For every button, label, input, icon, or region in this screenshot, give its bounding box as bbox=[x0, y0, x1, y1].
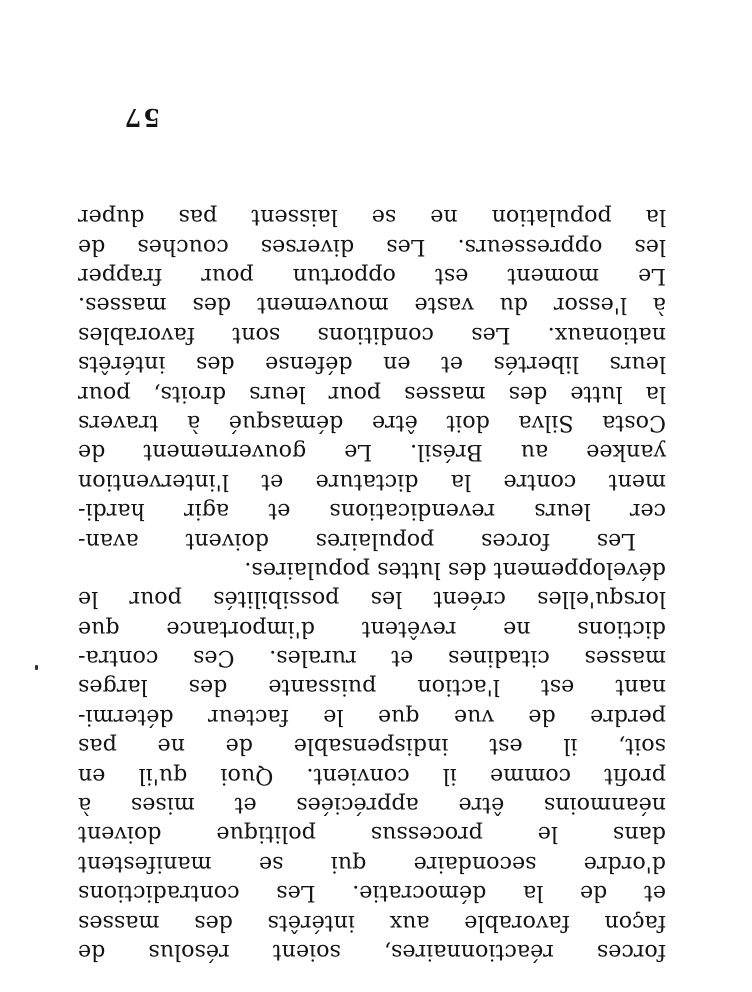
text-line: Le moment est opportun pour frapper bbox=[78, 263, 666, 290]
text-line: leurs libertés et en défense des intérêts bbox=[78, 351, 666, 378]
text-line: et de la démocratie. Les contradictions bbox=[78, 880, 666, 907]
text-line: les oppresseurs. Les diverses couches de bbox=[78, 233, 666, 260]
text-line: la population ne se laissent pas duper bbox=[78, 204, 666, 231]
text-line: nant est l'action puissante des larges bbox=[78, 674, 666, 701]
text-line: nationaux. Les conditions sont favorables bbox=[78, 321, 666, 348]
text-line: profit comme il convient. Quoi qu'il en bbox=[78, 762, 666, 789]
text-line: façon favorable aux intérêts des masses bbox=[78, 909, 666, 936]
text-line: d'ordre secondaire qui se manifestent bbox=[78, 850, 666, 877]
text-line: dictions ne revêtent d'importance que bbox=[78, 615, 666, 642]
scan-speck bbox=[35, 665, 38, 670]
text-line: masses citadines et rurales. Ces contra- bbox=[78, 645, 666, 672]
text-line: Costa Silva doit être démasqué à travers bbox=[78, 409, 666, 436]
paragraph-start-line: Les forces populaires doivent avan- bbox=[78, 527, 636, 554]
page-number: 57 bbox=[122, 103, 160, 132]
text-line: lorsqu'elles créent les possibilités pour le bbox=[78, 586, 666, 613]
text-line: dans le processus politique doivent bbox=[78, 821, 666, 848]
text-line: ment contre la dictature et l'intervention bbox=[78, 468, 666, 495]
paragraph-end-line: développement des luttes populaires. bbox=[244, 556, 666, 583]
text-line: néanmoins être appréciées et mises à bbox=[78, 792, 666, 819]
text-line: forces réactionnaires, soient résolus de bbox=[78, 939, 666, 965]
text-line: perdre de vue que le facteur détermi- bbox=[78, 703, 666, 730]
text-line: la lutte des masses pour leurs droits, pour bbox=[78, 380, 666, 407]
body-text bbox=[78, 202, 666, 966]
text-line: soit, il est indispensable de ne pas bbox=[78, 733, 666, 760]
text-line: cer leurs revendications et agir hardi- bbox=[78, 498, 666, 525]
text-line: à l'essor du vaste mouvement des masses. bbox=[78, 292, 666, 319]
text-line: yankee au Brésil. Le gouvernement de bbox=[78, 439, 666, 466]
